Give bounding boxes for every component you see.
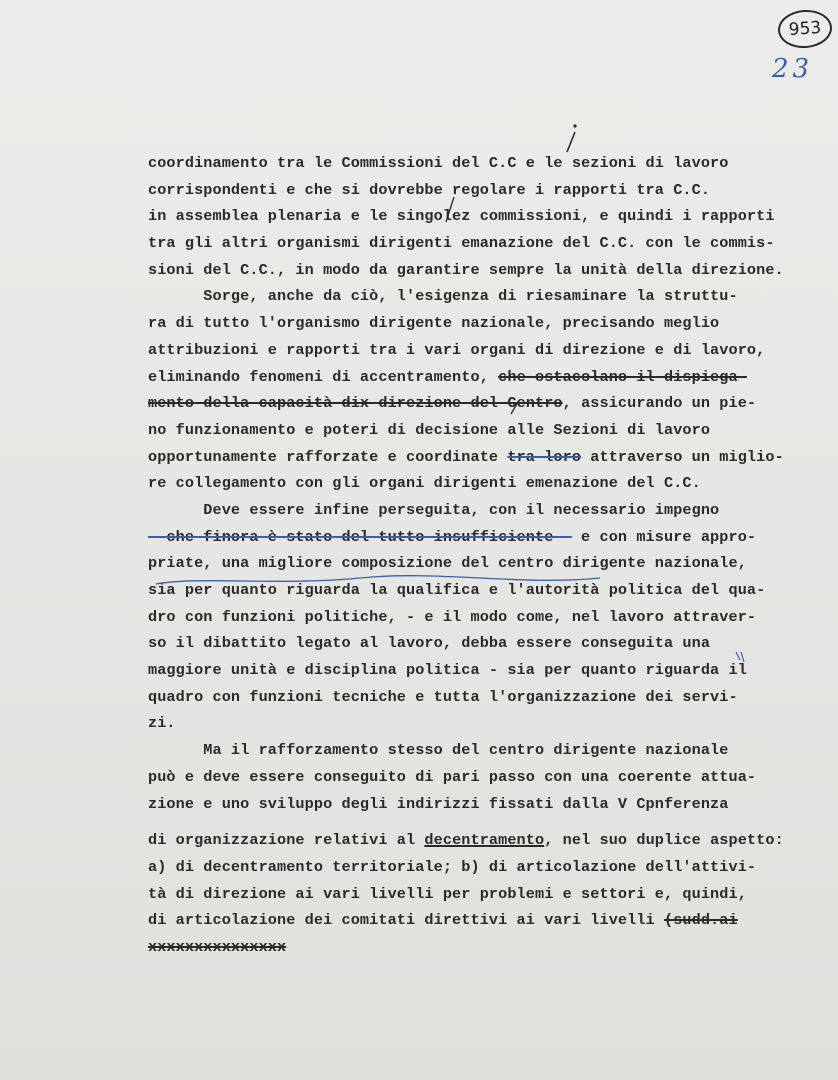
correction-mark (573, 124, 576, 127)
stamp-number: 953 (788, 17, 822, 41)
text-line: sia per quanto riguarda la qualifica e l'autorità politica del qua- (148, 581, 766, 599)
struck-text: mento della capacità dix direzione del Centro (148, 394, 563, 413)
text-line: corrispondenti e che si dovrebbe regolare i rapporti tra C.C. (148, 180, 711, 199)
struck-text: - che finora è stato del tutto insufficiente - (148, 527, 572, 546)
text-line: sioni del C.C., in modo da garantire sempre la unità della direzione. (148, 260, 784, 279)
text-line: ra di tutto l'organismo dirigente nazionale, precisando meglio (148, 314, 720, 333)
text-line: maggiore unità e disciplina politica - sia per quanto riguarda il (148, 661, 747, 680)
text-line: eliminando fenomeni di accentramento, che ostacolano il dispiega- (148, 367, 747, 386)
text-line: dro con funzioni politiche, - e il modo come, nel lavoro attraver- (148, 607, 757, 626)
text-line: quadro con funzioni tecniche e tutta l'organizzazione dei servi- (148, 687, 738, 706)
text-line: a) di decentramento territoriale; b) di articolazione dell'attivi- (148, 857, 757, 876)
text-line: so il dibattito legato al lavoro, debba essere conseguita una (148, 634, 711, 653)
struck-text: (sudd.ai (663, 911, 738, 930)
typewritten-body (148, 150, 838, 961)
underlined-text: decentramento (424, 831, 545, 850)
text-line: opportunamente rafforzate e coordinate tra loro attraverso un miglio- (148, 447, 784, 466)
text-line: priate, una migliore composizione del centro dirigente nazionale, (148, 554, 747, 573)
text-line: tra gli altri organismi dirigenti emanazione del C.C. con le commis- (148, 234, 775, 253)
text-line: - che finora è stato del tutto insufficiente - e con misure appro- (148, 527, 757, 546)
correction-mark (567, 132, 575, 152)
text-line: di articolazione dei comitati direttivi ai vari livelli (sudd.ai (148, 911, 738, 930)
struck-text: xxxxxxxxxxxxxxx (148, 937, 287, 956)
text-line: può e deve essere conseguito di pari passo con una coerente attua- (148, 767, 757, 786)
handwritten-page-number: 23 (772, 54, 814, 84)
text-line: re collegamento con gli organi dirigenti emenazione del C.C. (148, 474, 701, 493)
text-line: di organizzazione relativi al decentramento, nel suo duplice aspetto: (148, 831, 784, 850)
text-line: mento della capacità dix direzione del Centro, assicurando un pie- (148, 394, 757, 413)
text-line: zi. (148, 714, 176, 733)
struck-text: che ostacolano il dispiega- (498, 367, 747, 386)
text-line: in assemblea plenaria e le singolez commissioni, e quindi i rapporti (148, 207, 775, 226)
text-line: coordinamento tra le Commissioni del C.C e le sezioni di lavoro (148, 154, 729, 172)
text-line: Sorge, anche da ciò, l'esigenza di riesaminare la struttu- (148, 287, 738, 306)
text-line: Ma il rafforzamento stesso del centro dirigente nazionale (148, 741, 729, 760)
archive-stamp (777, 8, 834, 50)
text-line: zione e uno sviluppo degli indirizzi fissati dalla V Cpnferenza (148, 794, 729, 813)
text-line: attribuzioni e rapporti tra i vari organi di direzione e di lavoro, (148, 340, 766, 359)
text-line (148, 934, 838, 961)
text-line: Deve essere infine perseguita, con il necessario impegno (148, 500, 720, 519)
struck-text: tra loro (507, 447, 582, 466)
text-line: no funzionamento e poteri di decisione alle Sezioni di lavoro (148, 420, 711, 439)
text-line: tà di direzione ai vari livelli per problemi e settori e, quindi, (148, 884, 747, 903)
